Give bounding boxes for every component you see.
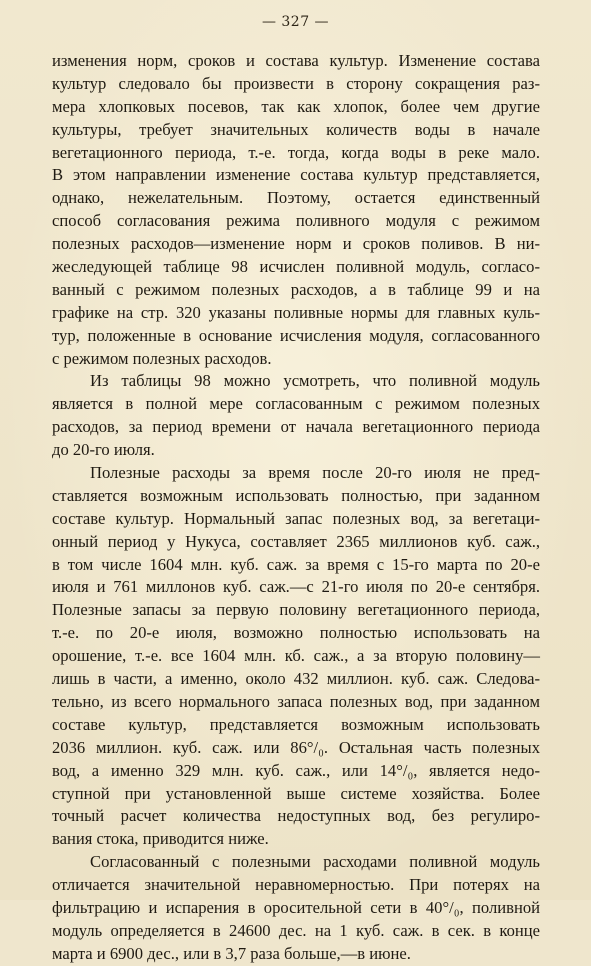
text-line: расходов, за период времени от начала вегетационного периода — [52, 417, 540, 437]
text-line: онный период у Нукуса, составляет 2365 миллионов куб. саж., — [52, 531, 540, 551]
text-line: Полезные расходы за время после 20-го июля не пред- — [90, 463, 540, 483]
text-line: изменения норм, сроков и состава культур. Изменение состава — [52, 51, 540, 70]
text-line: точный расчет количества недоступных вод, без регулиро- — [52, 806, 540, 826]
text-line: лишь в части, а именно, около 432 миллион. куб. саж. Следова- — [52, 669, 540, 689]
text-line: является в полной мере согласованным с режимом полезных — [52, 394, 540, 414]
paragraph-4 — [52, 851, 540, 965]
page-number: — 327 — — [261, 14, 330, 30]
paragraph-3 — [52, 462, 540, 851]
text-line: ступной при установленной выше системе хозяйства. Более — [52, 783, 540, 803]
text-line: вания стока, приводится ниже. — [52, 829, 269, 849]
text-line: т.-е. по 20-е июля, возможно полностью использовать на — [52, 623, 540, 643]
text-line: культуры, требует значительных количеств воды в начале — [52, 119, 540, 139]
text-line: в том числе 1604 млн. куб. саж. за время с 15-го марта по 20-е — [52, 554, 540, 574]
text-line: полезных расходов—изменение норм и сроков поливов. В ни- — [52, 234, 540, 254]
text-line: с режимом полезных расходов. — [52, 348, 272, 368]
text-line: культур следовало бы произвести в сторону сокращения раз- — [52, 73, 540, 93]
text-line: июля и 761 миллонов куб. саж.—с 21-го июля по 20-е сентября. — [52, 577, 540, 597]
text-line: однако, нежелательным. Поэтому, остается единственный — [52, 188, 540, 208]
text-line: В этом направлении изменение состава культур представляется, — [52, 165, 540, 185]
body-text — [52, 50, 540, 966]
text-line: тельно, из всего нормального запаса полезных вод, при заданном — [52, 691, 540, 711]
text-line: фильтрацию и испарения в оросительной сети в 40°/₀, поливной — [52, 897, 540, 917]
text-line: марта и 6900 дес., или в 3,7 раза больше,—в июне. — [52, 943, 411, 963]
text-line: Из таблицы 98 можно усмотреть, что поливной модуль — [90, 371, 540, 391]
text-line: ставляется возможным использовать полностью, при заданном — [52, 485, 540, 505]
text-line: жеследующей таблице 98 исчислен поливной модуль, согласо- — [52, 257, 540, 277]
text-line: отличается значительной неравномерностью. При потерях на — [52, 875, 540, 895]
text-line: вегетационного периода, т.-е. тогда, когда воды в реке мало. — [52, 142, 540, 162]
text-line: модуль определяется в 24600 дес. на 1 куб. саж. в сек. в конце — [52, 920, 540, 940]
text-line: ванный с режимом полезных расходов, а в таблице 99 и на — [52, 279, 540, 299]
text-line: орошение, т.-е. все 1604 млн. кб. саж., а за вторую половину— — [52, 646, 540, 666]
text-line: способ согласования режима поливного модуля с режимом — [52, 211, 540, 231]
text-line: Согласованный с полезными расходами поливной модуль — [90, 852, 540, 872]
text-line: Полезные запасы за первую половину вегетационного периода, — [52, 600, 540, 620]
paragraph-1 — [52, 50, 540, 370]
text-line: составе культур. Нормальный запас полезных вод, за вегетаци- — [52, 508, 540, 528]
text-line: до 20-го июля. — [52, 440, 155, 460]
text-line: мера хлопковых посевов, так как хлопок, более чем другие — [52, 96, 540, 116]
text-line: графике на стр. 320 указаны поливные нормы для главных куль- — [52, 302, 540, 322]
text-line: 2036 миллион. куб. саж. или 86°/₀. Остальная часть полезных — [52, 737, 540, 757]
paragraph-2 — [52, 370, 540, 462]
text-line: вод, а именно 329 млн. куб. саж., или 14°/₀, является недо- — [52, 760, 540, 780]
text-line: составе культур, представляется возможным использовать — [52, 714, 540, 734]
text-line: тур, положенные в основание исчисления модуля, согласованного — [52, 325, 540, 345]
